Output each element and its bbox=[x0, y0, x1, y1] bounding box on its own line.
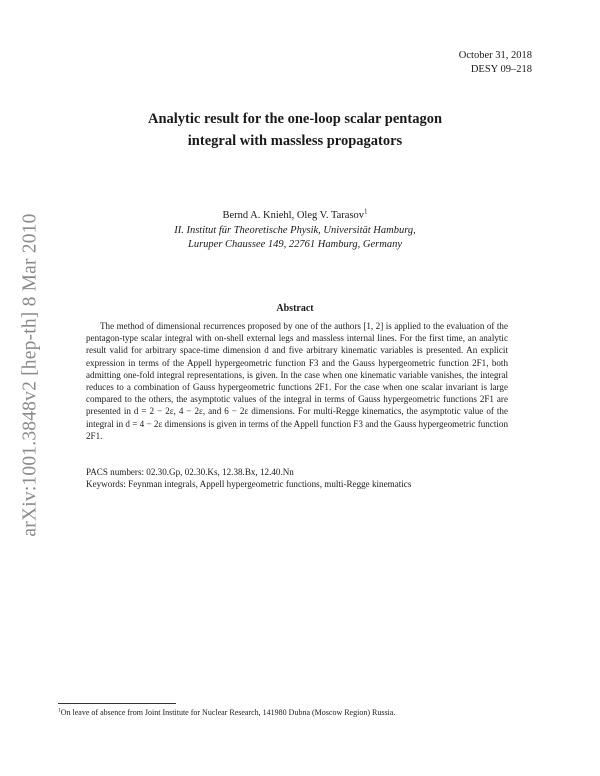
affiliation-line-1: II. Institut für Theoretische Physik, Universität Hamburg, bbox=[174, 224, 416, 236]
arxiv-identifier[interactable]: arXiv:1001.3848v2 [hep-th] 8 Mar 2010 bbox=[20, 213, 42, 537]
author-names: Bernd A. Kniehl, Oleg V. Tarasov bbox=[222, 210, 365, 221]
paper-title bbox=[80, 108, 510, 152]
footnote bbox=[58, 707, 538, 718]
abstract-heading: Abstract bbox=[276, 303, 314, 314]
header-block bbox=[459, 49, 532, 77]
author-block bbox=[100, 209, 490, 253]
keywords: Keywords: Feynman integrals, Appell hypergeometric functions, multi-Regge kinematics bbox=[86, 479, 412, 490]
date: October 31, 2018 bbox=[458, 50, 532, 61]
pacs-numbers: PACS numbers: 02.30.Gp, 02.30.Ks, 12.38.Bx, 12.40.Nn bbox=[86, 467, 294, 477]
footnote-rule bbox=[58, 703, 176, 704]
title-line-2: integral with massless propagators bbox=[187, 133, 403, 149]
footnote-text: On leave of absence from Joint Institute for Nuclear Research, 141980 Dubna (Moscow Region) Russia. bbox=[60, 708, 396, 717]
keywords-block bbox=[86, 466, 516, 490]
affiliation-line-2: Luruper Chaussee 149, 22761 Hamburg, Germany bbox=[188, 239, 402, 250]
footnote-mark: 1 bbox=[364, 207, 368, 216]
report-number: DESY 09–218 bbox=[470, 64, 532, 75]
author-names-line bbox=[100, 209, 490, 224]
abstract-text: The method of dimensional recurrences proposed by one of the authors [1, 2] is applied to the evaluation of the pentagon-type scalar integral with on-shell external legs and massless internal lines. For the first time, an analytic result valid for arbitrary space-time dimension d and five arbitrary kinematic variables is presented. An explicit expression in terms of the Appell hypergeometric function F3 and the Gauss hypergeometric function 2F1, both admitting one-fold integral representations, is given. In the case when one kinematic variable vanishes, the integral reduces to a combination of Gauss hypergeometric functions 2F1. For the case when one scalar invariant is large compared to the others, the asymptotic values of the integral in terms of Gauss hypergeometric functions 2F1 are presented in d = 2 − 2ε, 4 − 2ε, and 6 − 2ε dimensions. For multi-Regge kinematics, the asymptotic value of the integral in d = 4 − 2ε dimensions is given in terms of the Appell function F3 and the Gauss hypergeometric function 2F1. bbox=[86, 321, 508, 441]
footnote-number: 1 bbox=[58, 707, 61, 714]
arxiv-stamp bbox=[16, 195, 46, 555]
title-line-1: Analytic result for the one-loop scalar pentagon bbox=[147, 111, 443, 127]
